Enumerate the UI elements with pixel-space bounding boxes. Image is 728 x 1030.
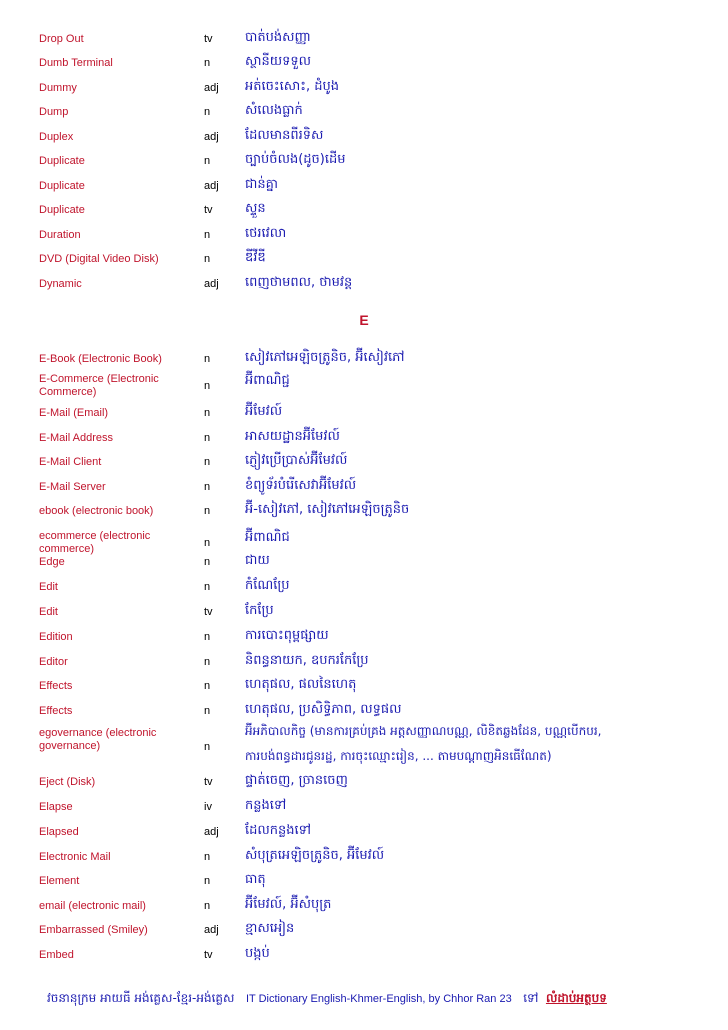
entry-part-of-speech: n (204, 432, 211, 444)
entry-part-of-speech: n (204, 851, 211, 863)
entry-khmer-translation: បង្កប់ (245, 946, 270, 961)
entry-khmer-translation-continued: ការបង់ពន្ធដារជូនរដ្ឋ, ការចុះឈ្មោះរៀន, ... តាមបណ្តាញអិនធើណែត) (245, 749, 552, 763)
entry-english-term: DVD (Digital Video Disk) (39, 253, 159, 265)
entry-part-of-speech: n (204, 407, 211, 419)
entry-english-term: egovernance (electronic governance) (39, 727, 157, 752)
entry-english-term: ebook (electronic book) (39, 505, 154, 517)
entry-khmer-translation: ពេញថាមពល, ថាមវន្ត (245, 275, 353, 290)
entry-khmer-translation: ធាតុ (245, 872, 266, 887)
entry-khmer-translation: អ៊ីអភិបាលកិច្ច (មានការគ្រប់គ្រង អត្តសញ្ញាណបណ្ណ, លិខិតឆ្លងដែន, បណ្ណបើកបរ, (245, 724, 602, 738)
footer-english-title: IT Dictionary English-Khmer-English, by Chhor Ran 23 (245, 993, 512, 1005)
entry-part-of-speech: n (204, 556, 211, 568)
entry-part-of-speech: n (204, 875, 211, 887)
entry-khmer-translation: ជាន់គ្នា (245, 177, 279, 192)
entry-khmer-translation: ហេតុផល, ផលនៃហេតុ (245, 677, 357, 692)
entry-english-term: email (electronic mail) (39, 900, 146, 912)
entry-english-term: Element (39, 875, 80, 887)
entry-khmer-translation: កែប្រែ (245, 603, 274, 618)
entry-khmer-translation: ហេតុផល, ប្រសិទ្ធិភាព, លទ្ធផល (245, 702, 402, 717)
entry-part-of-speech: adj (204, 82, 219, 94)
entry-khmer-translation: និពន្ធនាយក, ឧបករកែប្រែ (245, 653, 369, 668)
entry-english-term: ecommerce (electronic commerce) (39, 530, 151, 555)
entry-part-of-speech: tv (204, 606, 213, 618)
entry-english-term: Dummy (39, 82, 77, 94)
entry-english-term: E-Mail Server (39, 481, 106, 493)
entry-english-term: Effects (39, 705, 73, 717)
entry-khmer-translation: បាត់បង់សញ្ញា (245, 30, 311, 45)
entry-khmer-translation: ដែលមានពីរទិស (245, 128, 324, 143)
entry-khmer-translation: ស្ទួន (245, 201, 266, 216)
entry-khmer-translation: ដែលកន្លងទៅ (245, 823, 312, 838)
entry-khmer-translation: អ៊ីពាណិជ (245, 530, 290, 545)
entry-khmer-translation: ថេរវេលា (245, 226, 287, 241)
entry-english-term: Duplicate (39, 155, 85, 167)
entry-part-of-speech: n (204, 253, 211, 265)
entry-english-term: E-Commerce (Electronic Commerce) (39, 373, 159, 398)
entry-khmer-translation: អ៊ីមែវល៍ (245, 404, 283, 419)
entry-part-of-speech: n (204, 631, 211, 643)
entry-part-of-speech: adj (204, 924, 219, 936)
entry-english-term: Effects (39, 680, 73, 692)
entry-part-of-speech: tv (204, 949, 213, 961)
entry-part-of-speech: n (204, 680, 211, 692)
entry-english-term: Duplicate (39, 180, 85, 192)
entry-part-of-speech: n (204, 353, 211, 365)
entry-part-of-speech: n (204, 456, 211, 468)
entry-khmer-translation: អាសយដ្ឋានអ៊ីមែវល៍ (245, 429, 340, 444)
entry-part-of-speech: adj (204, 278, 219, 290)
entry-english-term: Dump (39, 106, 69, 118)
entry-khmer-translation: សំលេងធ្លាក់ (245, 103, 303, 118)
entry-part-of-speech: n (204, 155, 211, 167)
entry-english-term: Drop Out (39, 33, 84, 45)
entry-english-term: Duplex (39, 131, 74, 143)
entry-part-of-speech: adj (204, 131, 219, 143)
entry-part-of-speech: n (204, 106, 211, 118)
entry-part-of-speech: n (204, 481, 211, 493)
entry-english-term: E-Book (Electronic Book) (39, 353, 162, 365)
entry-khmer-translation: អត់ចេះសោះ, ដំបូង (245, 79, 339, 94)
entry-part-of-speech: adj (204, 180, 219, 192)
entry-khmer-translation: ឌីវីឌី (245, 250, 266, 265)
entry-english-term: E-Mail Address (39, 432, 113, 444)
section-letter-heading: E (359, 312, 369, 328)
entry-part-of-speech: n (204, 900, 211, 912)
entry-khmer-translation: ខំព្យូទ័របំរើសេវាអ៊ីមែវល៍ (245, 478, 357, 493)
entry-english-term: Edit (39, 606, 58, 618)
entry-english-term: Edge (39, 556, 65, 568)
entry-khmer-translation: អ៊ីមែវល៍, អ៊ីសំបុត្រ (245, 897, 332, 912)
entry-part-of-speech: adj (204, 826, 219, 838)
entry-part-of-speech: tv (204, 776, 213, 788)
entry-part-of-speech: tv (204, 33, 213, 45)
entry-english-term: Dynamic (39, 278, 82, 290)
entry-khmer-translation: សំបុត្រអេឡិចត្រូនិច, អ៊ីមែវល៍ (245, 848, 385, 863)
entry-part-of-speech: n (204, 380, 211, 392)
entry-khmer-translation: ជាយ (245, 553, 270, 568)
footer-khmer-title: វចនានុក្រម អាយធី អង់គ្លេស-ខ្មែរ-អង់គ្លេស (47, 991, 235, 1005)
entry-english-term: Dumb Terminal (39, 57, 113, 69)
entry-english-term: Duration (39, 229, 81, 241)
entry-english-term: Eject (Disk) (39, 776, 96, 788)
entry-english-term: Embed (39, 949, 74, 961)
entry-part-of-speech: n (204, 505, 211, 517)
entry-english-term: Duplicate (39, 204, 85, 216)
entry-english-term: Embarrassed (Smiley) (39, 924, 148, 936)
page-footer (47, 990, 707, 1010)
entry-part-of-speech: n (204, 581, 211, 593)
entry-khmer-translation: ភ្ញៀវប្រើប្រាស់អ៊ីមែវល៍ (245, 453, 348, 468)
entry-part-of-speech: n (204, 705, 211, 717)
entry-english-term: E-Mail Client (39, 456, 102, 468)
entry-part-of-speech: tv (204, 204, 213, 216)
footer-goto-label: ទៅ (523, 991, 539, 1005)
entry-part-of-speech: n (204, 537, 211, 549)
entry-khmer-translation: កំណែប្រែ (245, 578, 290, 593)
footer-index-link[interactable]: លំដាប់អត្ថបទ (545, 991, 607, 1005)
entry-part-of-speech: n (204, 741, 211, 753)
entry-khmer-translation: ខ្មាសអៀន (245, 921, 295, 936)
entry-english-term: Editor (39, 656, 68, 668)
entry-khmer-translation: ច្បាប់ចំលង(ដូច)ដើម (245, 152, 346, 167)
entry-khmer-translation: ស្ថានីយទទួល (245, 54, 312, 69)
entry-english-term: Edit (39, 581, 58, 593)
entry-khmer-translation: អ៊ីពាណិជ្ជ (245, 373, 290, 388)
entry-khmer-translation: សៀវភៅអេឡិចត្រូនិច, អ៊ីសៀវភៅ (245, 350, 405, 365)
entry-part-of-speech: iv (204, 801, 212, 813)
entry-english-term: Edition (39, 631, 73, 643)
entry-part-of-speech: n (204, 57, 211, 69)
entry-khmer-translation: ផ្ទាត់ចេញ, ច្រានចេញ (245, 773, 348, 788)
entry-part-of-speech: n (204, 656, 211, 668)
entry-khmer-translation: ការបោះពុម្ពផ្សាយ (245, 628, 329, 643)
entry-english-term: E-Mail (Email) (39, 407, 109, 419)
entry-english-term: Elapse (39, 801, 73, 813)
entry-english-term: Electronic Mail (39, 851, 111, 863)
entry-english-term: Elapsed (39, 826, 79, 838)
entry-khmer-translation: អ៊ី-សៀវភៅ, សៀវភៅអេឡិចត្រូនិច (245, 502, 410, 517)
entry-khmer-translation: កន្លងទៅ (245, 798, 287, 813)
entry-part-of-speech: n (204, 229, 211, 241)
